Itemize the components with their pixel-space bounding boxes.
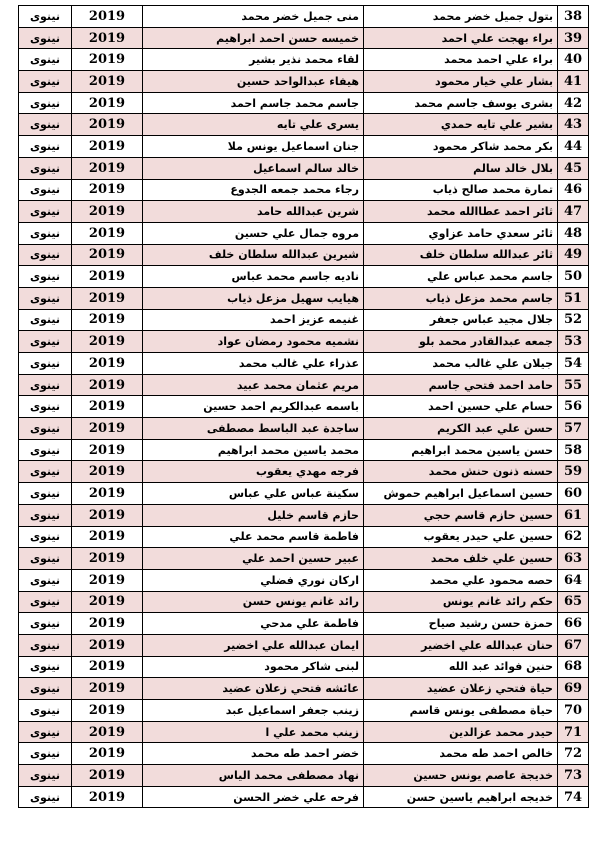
table-row [19, 721, 589, 743]
row-number-cell: 63 [558, 548, 589, 570]
year-cell: 2019 [72, 656, 143, 678]
year-cell: 2019 [72, 201, 143, 223]
governorate-cell: نينوى [19, 656, 72, 678]
year-cell: 2019 [72, 634, 143, 656]
year-cell: 2019 [72, 439, 143, 461]
governorate-cell: نينوى [19, 418, 72, 440]
governorate-cell: نينوى [19, 396, 72, 418]
row-number-cell: 56 [558, 396, 589, 418]
mother-name-cell: ناديه جاسم محمد عباس [143, 266, 364, 288]
row-number-cell: 55 [558, 374, 589, 396]
year-cell: 2019 [72, 569, 143, 591]
governorate-cell: نينوى [19, 765, 72, 787]
student-name-cell: ثائر احمد عطاالله محمد [364, 201, 558, 223]
row-number-cell: 59 [558, 461, 589, 483]
table-row [19, 244, 589, 266]
mother-name-cell: خضر احمد طه محمد [143, 743, 364, 765]
year-cell: 2019 [72, 266, 143, 288]
table-row [19, 569, 589, 591]
governorate-cell: نينوى [19, 461, 72, 483]
mother-name-cell: شيرين عبدالله سلطان خلف [143, 244, 364, 266]
governorate-cell: نينوى [19, 179, 72, 201]
table-row [19, 374, 589, 396]
row-number-cell: 43 [558, 114, 589, 136]
student-name-cell: خديجه ابراهيم ياسين حسن [364, 786, 558, 808]
row-number-cell: 47 [558, 201, 589, 223]
table-row [19, 114, 589, 136]
governorate-cell: نينوى [19, 548, 72, 570]
mother-name-cell: خالد سالم اسماعيل [143, 157, 364, 179]
student-name-cell: حسين علي خلف محمد [364, 548, 558, 570]
mother-name-cell: زينب محمد علي ا [143, 721, 364, 743]
student-name-cell: حياة مصطفى يونس قاسم [364, 700, 558, 722]
table-row [19, 136, 589, 158]
governorate-cell: نينوى [19, 287, 72, 309]
table-row [19, 591, 589, 613]
table-row [19, 461, 589, 483]
mother-name-cell: نشميه محمود رمضان عواد [143, 331, 364, 353]
governorate-cell: نينوى [19, 266, 72, 288]
year-cell: 2019 [72, 157, 143, 179]
student-name-cell: جيلان علي غالب محمد [364, 353, 558, 375]
mother-name-cell: خميسه حسن احمد ابراهيم [143, 27, 364, 49]
governorate-cell: نينوى [19, 331, 72, 353]
table-row [19, 331, 589, 353]
mother-name-cell: حازم قاسم خليل [143, 504, 364, 526]
year-cell: 2019 [72, 136, 143, 158]
student-name-cell: حامد احمد فتحي جاسم [364, 374, 558, 396]
row-number-cell: 50 [558, 266, 589, 288]
year-cell: 2019 [72, 786, 143, 808]
governorate-cell: نينوى [19, 374, 72, 396]
student-name-cell: تمارة محمد صالح ذياب [364, 179, 558, 201]
governorate-cell: نينوى [19, 201, 72, 223]
mother-name-cell: منى جميل خضر محمد [143, 6, 364, 28]
governorate-cell: نينوى [19, 743, 72, 765]
student-name-cell: حسن ياسين محمد ابراهيم [364, 439, 558, 461]
table-row [19, 439, 589, 461]
row-number-cell: 48 [558, 222, 589, 244]
governorate-cell: نينوى [19, 71, 72, 93]
year-cell: 2019 [72, 27, 143, 49]
governorate-cell: نينوى [19, 483, 72, 505]
governorate-cell: نينوى [19, 92, 72, 114]
student-name-cell: حسين علي حيدر يعقوب [364, 526, 558, 548]
mother-name-cell: هيايب سهيل مزعل ذياب [143, 287, 364, 309]
year-cell: 2019 [72, 721, 143, 743]
year-cell: 2019 [72, 287, 143, 309]
row-number-cell: 49 [558, 244, 589, 266]
row-number-cell: 39 [558, 27, 589, 49]
mother-name-cell: اركان نوري فضلي [143, 569, 364, 591]
table-row [19, 92, 589, 114]
mother-name-cell: شرين عبدالله حامد [143, 201, 364, 223]
year-cell: 2019 [72, 331, 143, 353]
student-name-cell: حكم رائد غانم يونس [364, 591, 558, 613]
year-cell: 2019 [72, 353, 143, 375]
mother-name-cell: عبير حسين احمد علي [143, 548, 364, 570]
table-row [19, 418, 589, 440]
table-row [19, 634, 589, 656]
row-number-cell: 72 [558, 743, 589, 765]
mother-name-cell: لبنى شاكر محمود [143, 656, 364, 678]
year-cell: 2019 [72, 591, 143, 613]
names-sheet [18, 5, 583, 808]
student-name-cell: بلال خالد سالم [364, 157, 558, 179]
table-row [19, 483, 589, 505]
table-row [19, 548, 589, 570]
student-name-cell: حسن علي عبد الكريم [364, 418, 558, 440]
mother-name-cell: فرحه علي خضر الحسن [143, 786, 364, 808]
student-name-cell: حنين فوائد عبد الله [364, 656, 558, 678]
year-cell: 2019 [72, 765, 143, 787]
governorate-cell: نينوى [19, 244, 72, 266]
year-cell: 2019 [72, 92, 143, 114]
student-name-cell: بكر محمد شاكر محمود [364, 136, 558, 158]
mother-name-cell: ايمان عبدالله علي اخضير [143, 634, 364, 656]
table-row [19, 613, 589, 635]
table-row [19, 27, 589, 49]
governorate-cell: نينوى [19, 27, 72, 49]
row-number-cell: 65 [558, 591, 589, 613]
student-name-cell: خديجة عاصم يونس حسين [364, 765, 558, 787]
student-name-cell: جلال مجيد عباس جعفر [364, 309, 558, 331]
year-cell: 2019 [72, 114, 143, 136]
year-cell: 2019 [72, 548, 143, 570]
governorate-cell: نينوى [19, 439, 72, 461]
table-row [19, 49, 589, 71]
row-number-cell: 68 [558, 656, 589, 678]
year-cell: 2019 [72, 222, 143, 244]
row-number-cell: 40 [558, 49, 589, 71]
table-row [19, 179, 589, 201]
table-row [19, 201, 589, 223]
year-cell: 2019 [72, 374, 143, 396]
governorate-cell: نينوى [19, 526, 72, 548]
mother-name-cell: زينب جعفر اسماعيل عبد [143, 700, 364, 722]
student-name-cell: حصه محمود علي محمد [364, 569, 558, 591]
row-number-cell: 67 [558, 634, 589, 656]
row-number-cell: 66 [558, 613, 589, 635]
student-name-cell: بشرى يوسف جاسم محمد [364, 92, 558, 114]
table-row [19, 71, 589, 93]
row-number-cell: 51 [558, 287, 589, 309]
student-name-cell: حسين اسماعيل ابراهيم حموش [364, 483, 558, 505]
governorate-cell: نينوى [19, 6, 72, 28]
row-number-cell: 62 [558, 526, 589, 548]
student-name-cell: بشار علي خيار محمود [364, 71, 558, 93]
mother-name-cell: فرجه مهدي يعقوب [143, 461, 364, 483]
governorate-cell: نينوى [19, 700, 72, 722]
row-number-cell: 41 [558, 71, 589, 93]
year-cell: 2019 [72, 244, 143, 266]
year-cell: 2019 [72, 461, 143, 483]
student-name-cell: ثائر سعدي حامد عزاوي [364, 222, 558, 244]
year-cell: 2019 [72, 49, 143, 71]
names-table [18, 5, 589, 808]
year-cell: 2019 [72, 743, 143, 765]
mother-name-cell: عائشه فتحي زعلان عضيد [143, 678, 364, 700]
row-number-cell: 60 [558, 483, 589, 505]
mother-name-cell: محمد ياسين محمد ابراهيم [143, 439, 364, 461]
student-name-cell: حسين حازم قاسم حجي [364, 504, 558, 526]
row-number-cell: 73 [558, 765, 589, 787]
mother-name-cell: سكينة عباس علي عباس [143, 483, 364, 505]
student-name-cell: حسنه ذنون حنش محمد [364, 461, 558, 483]
mother-name-cell: غنيمه عزيز احمد [143, 309, 364, 331]
row-number-cell: 57 [558, 418, 589, 440]
row-number-cell: 58 [558, 439, 589, 461]
year-cell: 2019 [72, 179, 143, 201]
student-name-cell: براء علي احمد محمد [364, 49, 558, 71]
table-row [19, 309, 589, 331]
mother-name-cell: فاطمة علي مدحي [143, 613, 364, 635]
governorate-cell: نينوى [19, 591, 72, 613]
year-cell: 2019 [72, 613, 143, 635]
mother-name-cell: ساجدة عبد الباسط مصطفى [143, 418, 364, 440]
row-number-cell: 61 [558, 504, 589, 526]
row-number-cell: 45 [558, 157, 589, 179]
student-name-cell: حسام علي حسين احمد [364, 396, 558, 418]
row-number-cell: 74 [558, 786, 589, 808]
student-name-cell: جاسم محمد عباس علي [364, 266, 558, 288]
mother-name-cell: فاطمة قاسم محمد علي [143, 526, 364, 548]
row-number-cell: 42 [558, 92, 589, 114]
row-number-cell: 52 [558, 309, 589, 331]
table-row [19, 743, 589, 765]
student-name-cell: جمعه عبدالقادر محمد بلو [364, 331, 558, 353]
row-number-cell: 69 [558, 678, 589, 700]
mother-name-cell: جاسم محمد جاسم احمد [143, 92, 364, 114]
student-name-cell: براء بهجت علي احمد [364, 27, 558, 49]
student-name-cell: جاسم محمد مزعل ذياب [364, 287, 558, 309]
mother-name-cell: باسمه عبدالكريم احمد حسين [143, 396, 364, 418]
table-row [19, 266, 589, 288]
row-number-cell: 53 [558, 331, 589, 353]
governorate-cell: نينوى [19, 634, 72, 656]
student-name-cell: حنان عبدالله علي اخضير [364, 634, 558, 656]
mother-name-cell: مريم عثمان محمد عبيد [143, 374, 364, 396]
table-row [19, 396, 589, 418]
mother-name-cell: هيفاء عبدالواحد حسين [143, 71, 364, 93]
table-row [19, 6, 589, 28]
table-body [19, 6, 589, 808]
table-row [19, 222, 589, 244]
year-cell: 2019 [72, 418, 143, 440]
student-name-cell: حمزة حسن رشيد صياح [364, 613, 558, 635]
table-row [19, 700, 589, 722]
table-row [19, 157, 589, 179]
row-number-cell: 46 [558, 179, 589, 201]
table-row [19, 353, 589, 375]
table-row [19, 786, 589, 808]
row-number-cell: 70 [558, 700, 589, 722]
student-name-cell: خالص احمد طه محمد [364, 743, 558, 765]
table-row [19, 504, 589, 526]
governorate-cell: نينوى [19, 114, 72, 136]
year-cell: 2019 [72, 678, 143, 700]
table-row [19, 678, 589, 700]
row-number-cell: 38 [558, 6, 589, 28]
governorate-cell: نينوى [19, 309, 72, 331]
governorate-cell: نينوى [19, 721, 72, 743]
governorate-cell: نينوى [19, 569, 72, 591]
student-name-cell: بشير علي تايه حمدي [364, 114, 558, 136]
governorate-cell: نينوى [19, 786, 72, 808]
year-cell: 2019 [72, 526, 143, 548]
year-cell: 2019 [72, 71, 143, 93]
mother-name-cell: يسرى علي تايه [143, 114, 364, 136]
governorate-cell: نينوى [19, 353, 72, 375]
student-name-cell: بتول جميل خضر محمد [364, 6, 558, 28]
mother-name-cell: رجاء محمد جمعه الجدوع [143, 179, 364, 201]
mother-name-cell: مروه جمال علي حسين [143, 222, 364, 244]
student-name-cell: حيدر محمد عزالدين [364, 721, 558, 743]
row-number-cell: 44 [558, 136, 589, 158]
row-number-cell: 71 [558, 721, 589, 743]
mother-name-cell: نهاد مصطفى محمد الياس [143, 765, 364, 787]
table-row [19, 765, 589, 787]
year-cell: 2019 [72, 700, 143, 722]
governorate-cell: نينوى [19, 49, 72, 71]
mother-name-cell: جنان اسماعيل يونس ملا [143, 136, 364, 158]
governorate-cell: نينوى [19, 613, 72, 635]
year-cell: 2019 [72, 396, 143, 418]
governorate-cell: نينوى [19, 222, 72, 244]
mother-name-cell: رائد غانم يونس حسن [143, 591, 364, 613]
governorate-cell: نينوى [19, 136, 72, 158]
table-row [19, 287, 589, 309]
governorate-cell: نينوى [19, 678, 72, 700]
table-row [19, 526, 589, 548]
mother-name-cell: لقاء محمد نذير بشير [143, 49, 364, 71]
year-cell: 2019 [72, 504, 143, 526]
table-row [19, 656, 589, 678]
governorate-cell: نينوى [19, 157, 72, 179]
year-cell: 2019 [72, 6, 143, 28]
mother-name-cell: عذراء علي غالب محمد [143, 353, 364, 375]
student-name-cell: ثائر عبدالله سلطان خلف [364, 244, 558, 266]
row-number-cell: 54 [558, 353, 589, 375]
student-name-cell: حياة فتحي زعلان عضيد [364, 678, 558, 700]
year-cell: 2019 [72, 309, 143, 331]
row-number-cell: 64 [558, 569, 589, 591]
governorate-cell: نينوى [19, 504, 72, 526]
year-cell: 2019 [72, 483, 143, 505]
